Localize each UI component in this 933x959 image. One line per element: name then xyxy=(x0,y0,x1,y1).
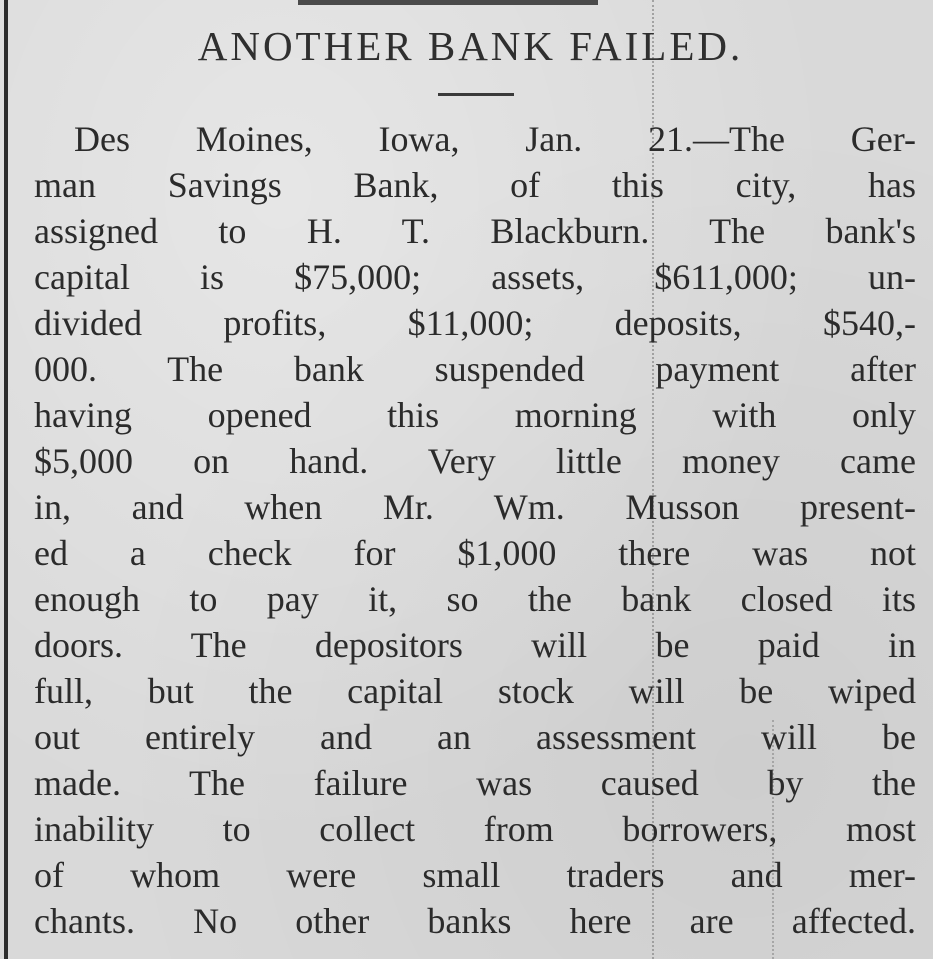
article-line: out entirely and an assessment will be xyxy=(34,717,916,757)
article-line: assigned to H. T. Blackburn. The bank's xyxy=(34,211,916,251)
headline-divider xyxy=(438,93,514,96)
article-line: of whom were small traders and mer- xyxy=(34,855,916,895)
article-line: chants. No other banks here are affected. xyxy=(34,901,916,941)
column-rule-top xyxy=(298,0,598,5)
article-body xyxy=(34,116,916,944)
article-line: divided profits, $11,000; deposits, $540,- xyxy=(34,303,916,343)
article-headline: ANOTHER BANK FAILED. xyxy=(197,23,744,69)
article-line: having opened this morning with only xyxy=(34,395,916,435)
article-line: Des Moines, Iowa, Jan. 21.—The Ger- xyxy=(74,119,916,159)
article-line: doors. The depositors will be paid in xyxy=(34,625,916,665)
article-line: enough to pay it, so the bank closed its xyxy=(34,579,916,619)
article-line: in, and when Mr. Wm. Musson present- xyxy=(34,487,916,527)
article-line: capital is $75,000; assets, $611,000; un- xyxy=(34,257,916,297)
article-line: $5,000 on hand. Very little money came xyxy=(34,441,916,481)
article-line: 000. The bank suspended payment after xyxy=(34,349,916,389)
column-rule-left xyxy=(4,0,8,959)
article-line: made. The failure was caused by the xyxy=(34,763,916,803)
article-line: inability to collect from borrowers, most xyxy=(34,809,916,849)
article-line: man Savings Bank, of this city, has xyxy=(34,165,916,205)
article-line: ed a check for $1,000 there was not xyxy=(34,533,916,573)
article-line: full, but the capital stock will be wiped xyxy=(34,671,916,711)
